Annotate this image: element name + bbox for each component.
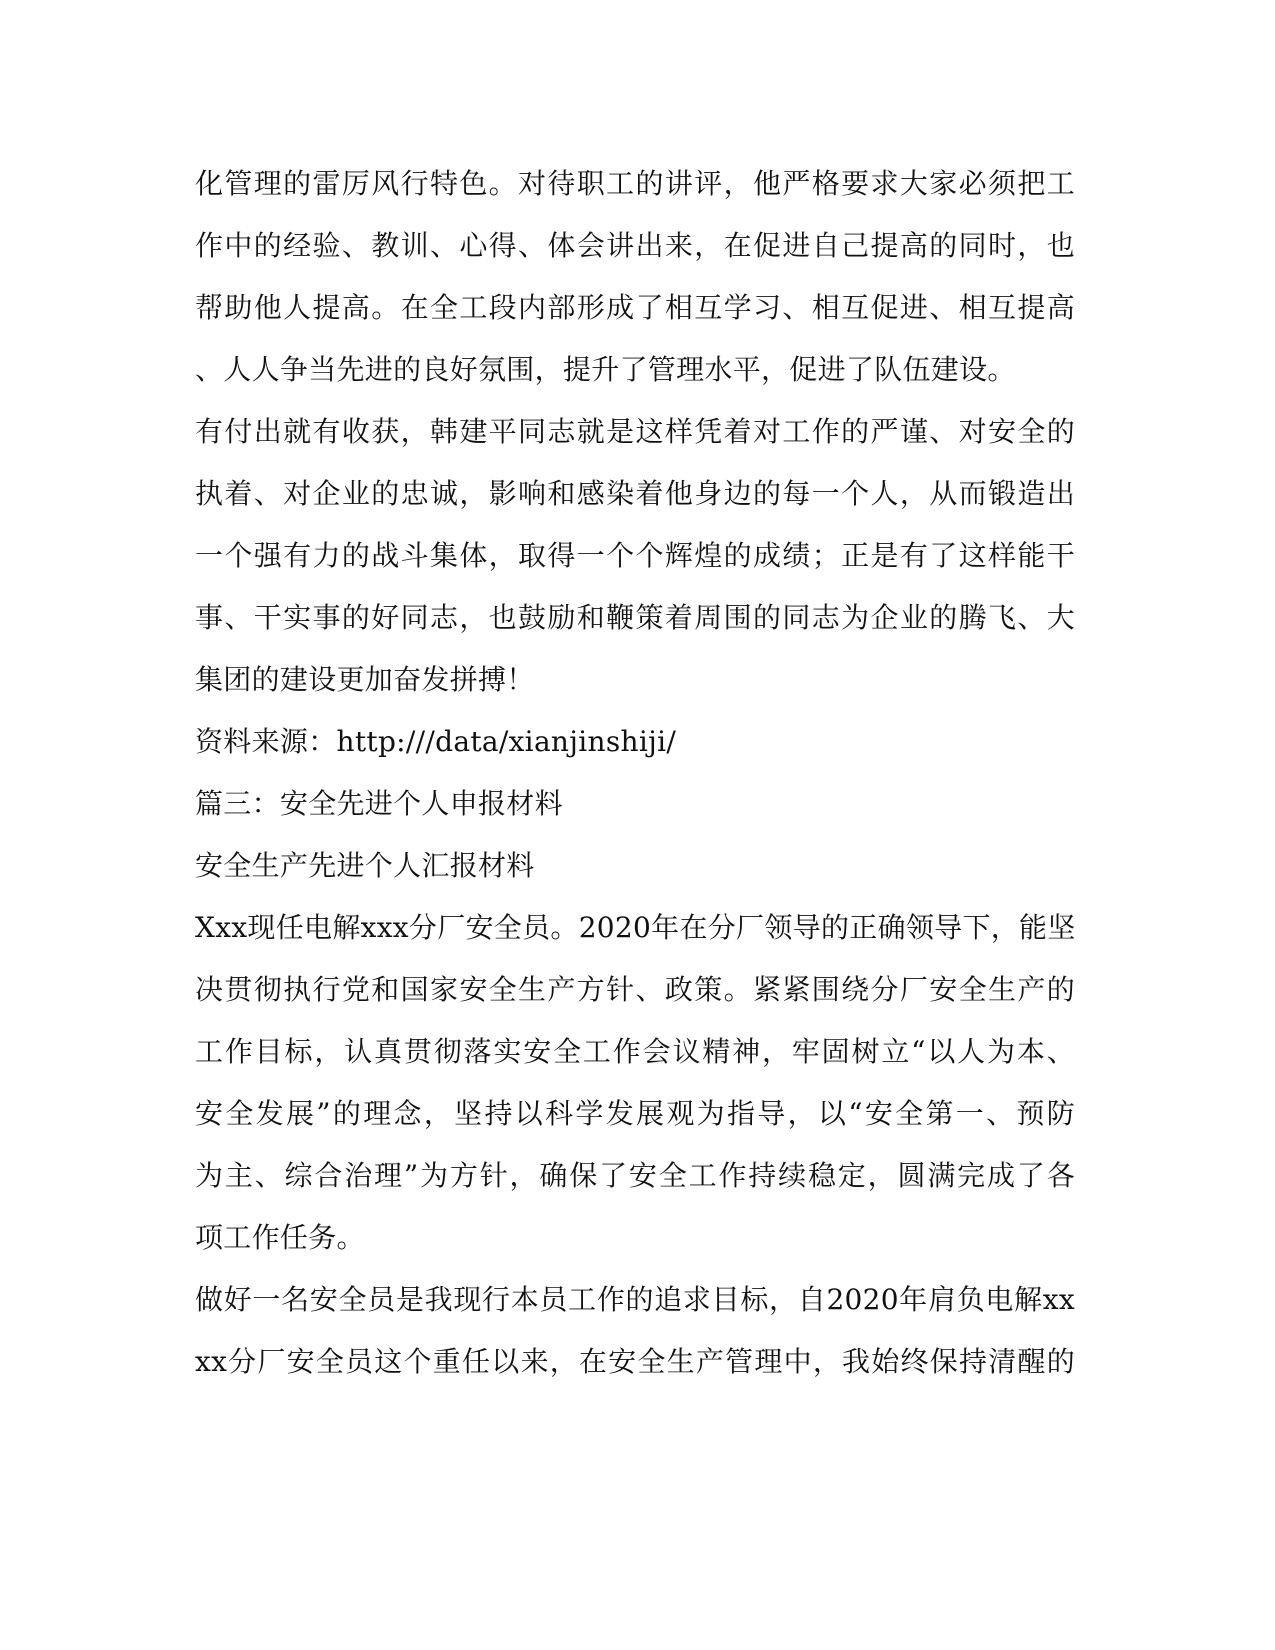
text-line: Xxx现任电解xxx分厂安全员。2020年在分厂领导的正确领导下，能坚 — [195, 911, 1076, 944]
text-line: 有付出就有收获，韩建平同志就是这样凭着对工作的严谨、对安全的 — [195, 415, 1075, 448]
document-title: 安全生产先进个人汇报材料 — [195, 849, 535, 882]
text-line: 事、干实事的好同志，也鼓励和鞭策着周围的同志为企业的腾飞、大 — [195, 601, 1075, 634]
text-line: 执着、对企业的忠诚，影响和感染着他身边的每一个人，从而锻造出 — [195, 477, 1075, 510]
text-line: 作中的经验、教训、心得、体会讲出来，在促进自己提高的同时，也 — [195, 229, 1075, 262]
text-line: 决贯彻执行党和国家安全生产方针、政策。紧紧围绕分厂安全生产的 — [195, 973, 1075, 1006]
text-line: xx分厂安全员这个重任以来，在安全生产管理中，我始终保持清醒的 — [195, 1345, 1075, 1378]
section-heading: 篇三：安全先进个人申报材料 — [195, 787, 563, 820]
text-line: 项工作任务。 — [195, 1221, 365, 1254]
text-line: 化管理的雷厉风行特色。对待职工的讲评，他严格要求大家必须把工 — [195, 167, 1075, 200]
text-line: 一个强有力的战斗集体，取得一个个辉煌的成绩；正是有了这样能干 — [195, 539, 1075, 572]
text-line: 集团的建设更加奋发拼搏！ — [195, 663, 535, 696]
text-line: 安全发展”的理念，坚持以科学发展观为指导，以“安全第一、预防 — [195, 1097, 1075, 1130]
text-line: 、人人争当先进的良好氛围，提升了管理水平，促进了队伍建设。 — [195, 353, 1016, 386]
source-line: 资料来源：http:///data/xianjinshiji/ — [195, 725, 677, 758]
text-line: 为主、综合治理”为方针，确保了安全工作持续稳定，圆满完成了各 — [195, 1159, 1075, 1192]
text-line: 工作目标，认真贯彻落实安全工作会议精神，牢固树立“以人为本、 — [195, 1035, 1075, 1068]
text-line: 做好一名安全员是我现行本员工作的追求目标，自2020年肩负电解xx — [195, 1283, 1075, 1316]
text-line: 帮助他人提高。在全工段内部形成了相互学习、相互促进、相互提高 — [195, 291, 1075, 324]
